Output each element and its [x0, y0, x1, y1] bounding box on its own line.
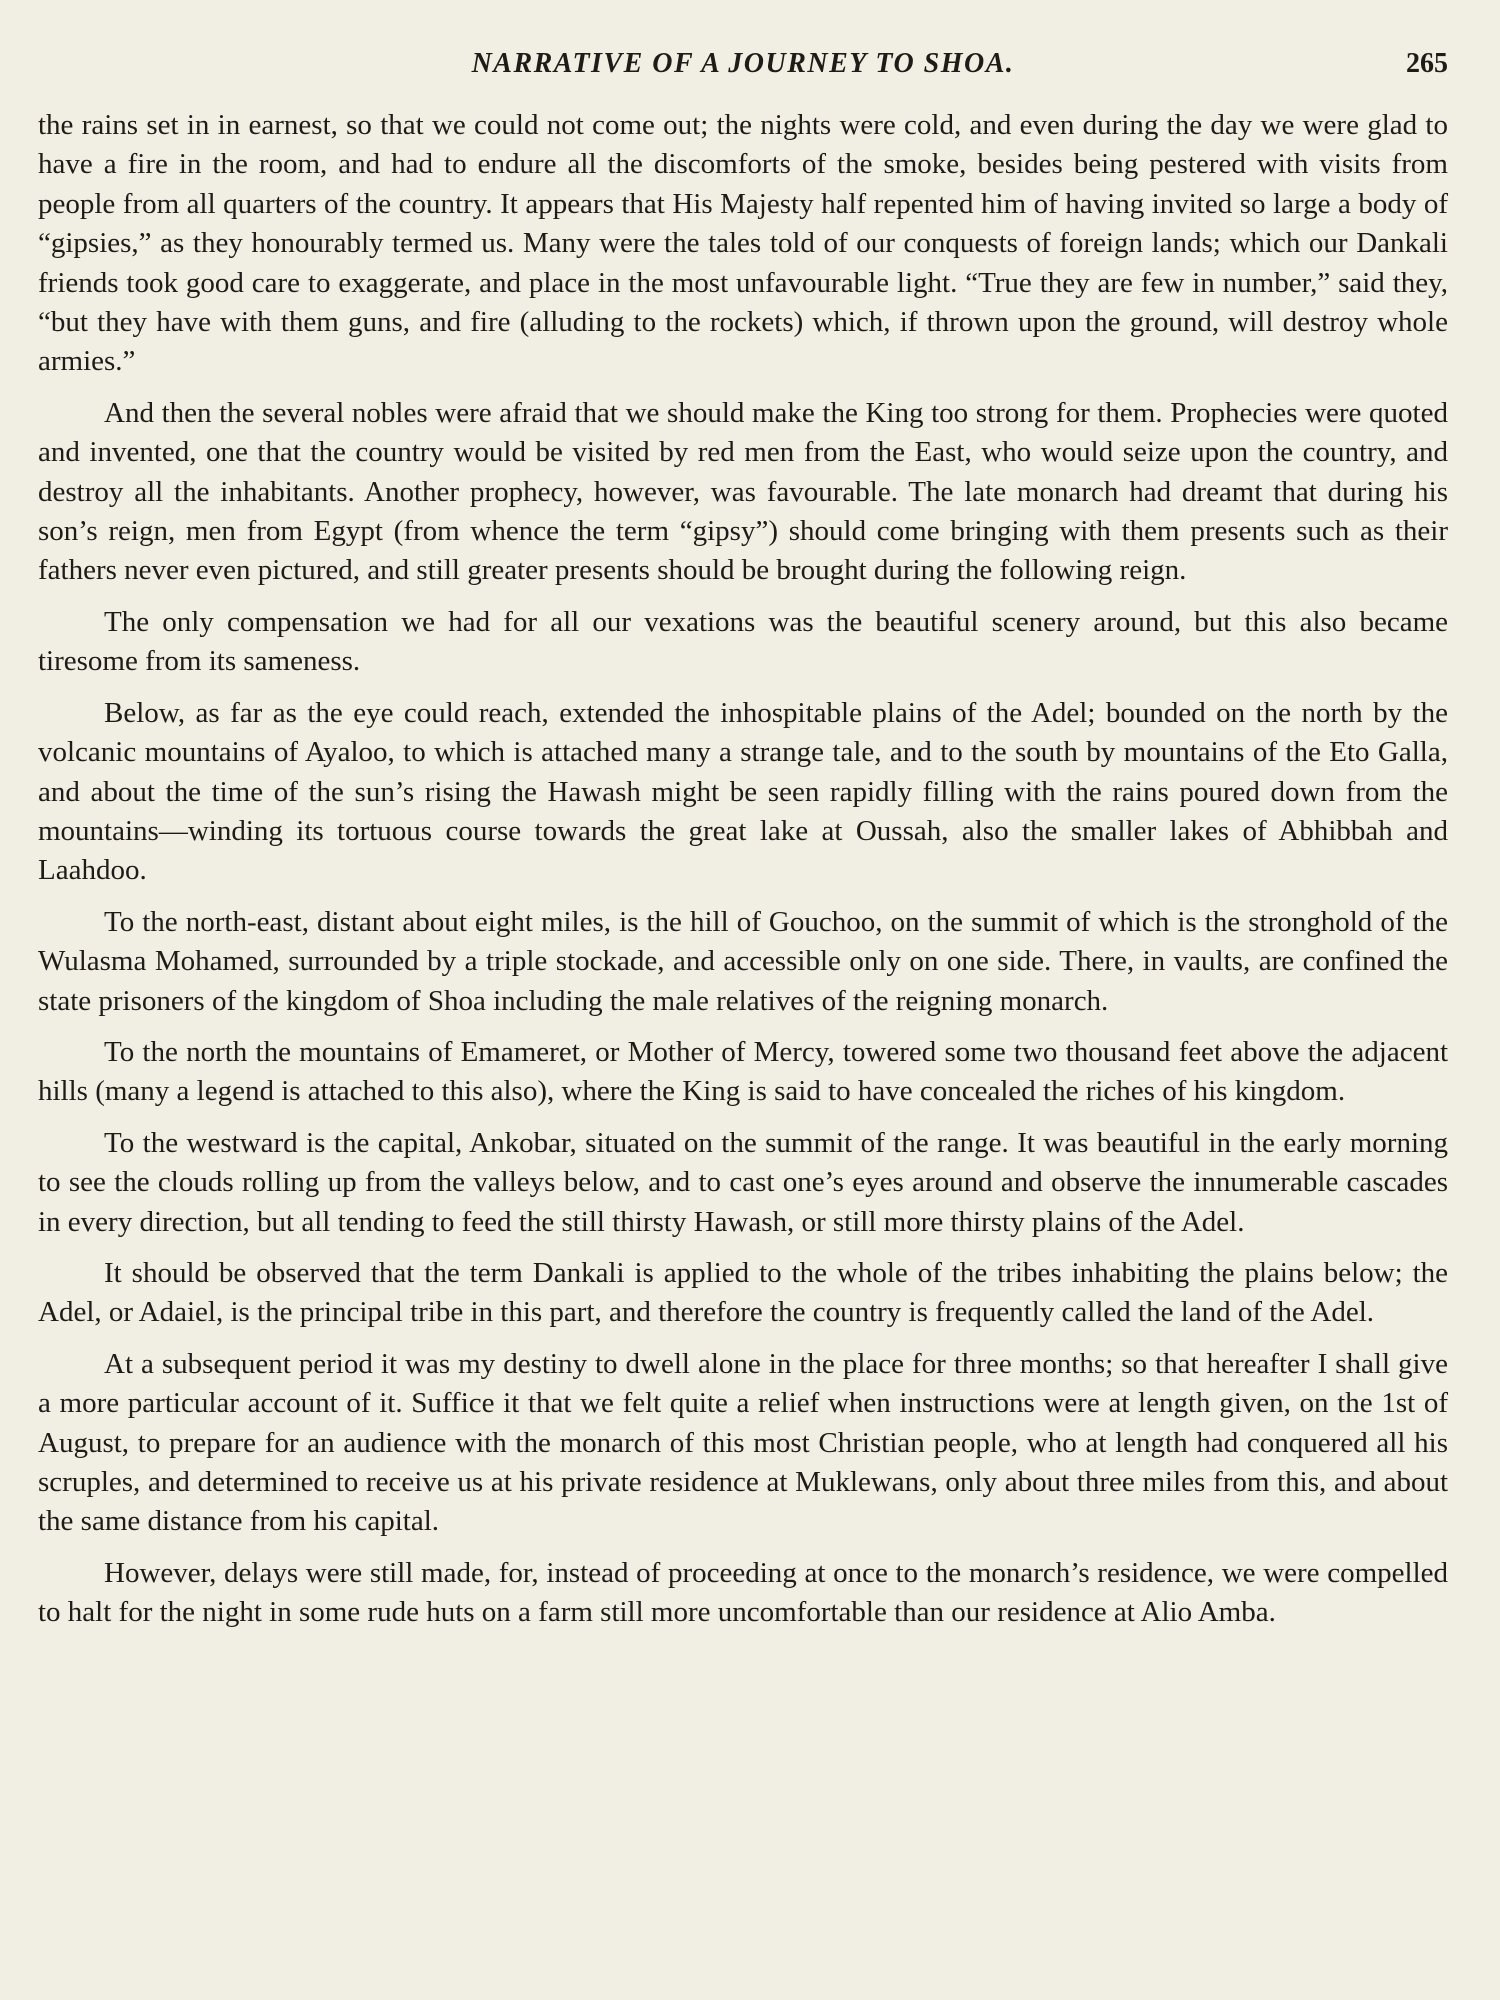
paragraph-6: To the north the mountains of Emameret, or Mother of Mercy, towered some two thousand feet above the adjacent hills (many a legend is attached to this also), where the King is said to have concealed the riches of his kingdom. [38, 1035, 1448, 1108]
paragraph-10: However, delays were still made, for, instead of proceeding at once to the monarch’s residence, we were compelled to halt for the night in some rude huts on a farm still more uncomfortable than our residence at Alio Amba. [38, 1556, 1448, 1629]
paragraph-4: Below, as far as the eye could reach, extended the inhospitable plains of the Adel; bounded on the north by the volcanic mountains of Ayaloo, to which is attached many a strange tale, and to the south by mountains of the Eto Galla, and about the time of the sun’s rising the Hawash might be seen rapidly filling with the rains poured down from the mountains—winding its tortuous course towards the great lake at Oussah, also the smaller lakes of Abhibbah and Laahdoo. [38, 696, 1448, 887]
paragraph-9: At a subsequent period it was my destiny to dwell alone in the place for three months; so that hereafter I shall give a more particular account of it. Suffice it that we felt quite a relief when instructions were at length given, on the 1st of August, to prepare for an audience with the monarch of this most Christian people, who at length had conquered all his scruples, and determined to receive us at his private residence at Muklewans, only about three miles from this, and about the same distance from his capital. [38, 1347, 1448, 1538]
paragraph-8: It should be observed that the term Dankali is applied to the whole of the tribes inhabiting the plains below; the Adel, or Adaiel, is the principal tribe in this part, and therefore the country is frequently called the land of the Adel. [38, 1256, 1448, 1329]
running-title: NARRATIVE OF A JOURNEY TO SHOA. [471, 48, 1015, 79]
page-number: 265 [1406, 48, 1448, 79]
paragraph-3: The only compensation we had for all our vexations was the beautiful scenery around, but this also became tiresome from its sameness. [38, 605, 1448, 678]
paragraph-5: To the north-east, distant about eight miles, is the hill of Gouchoo, on the summit of which is the stronghold of the Wulasma Mohamed, surrounded by a triple stockade, and accessible only on one side. There, in vaults, are confined the state prisoners of the kingdom of Shoa including the male relatives of the reigning monarch. [38, 905, 1448, 1017]
paragraph-7: To the westward is the capital, Ankobar, situated on the summit of the range. It was beautiful in the early morning to see the clouds rolling up from the valleys below, and to cast one’s eyes around and observe the innumerable cascades in every direction, but all tending to feed the still thirsty Hawash, or still more thirsty plains of the Adel. [38, 1126, 1448, 1238]
running-header [38, 48, 1448, 88]
paragraph-2: And then the several nobles were afraid that we should make the King too strong for them. Prophecies were quoted and invented, one that the country would be visited by red men from the East, who would seize upon the country, and destroy all the inhabitants. Another prophecy, however, was favourable. The late monarch had dreamt that during his son’s reign, men from Egypt (from whence the term “gipsy”) should come bringing with them presents such as their fathers never even pictured, and still greater presents should be brought during the following reign. [38, 396, 1448, 587]
body-text [38, 106, 1448, 1633]
paragraph-1: the rains set in in earnest, so that we could not come out; the nights were cold, and even during the day we were glad to have a fire in the room, and had to endure all the discomforts of the smoke, besides being pestered with visits from people from all quarters of the country. It appears that His Majesty half repented him of having invited so large a body of “gipsies,” as they honourably termed us. Many were the tales told of our conquests of foreign lands; which our Dankali friends took good care to exaggerate, and place in the most unfavourable light. “True they are few in number,” said they, “but they have with them guns, and fire (alluding to the rockets) which, if thrown upon the ground, will destroy whole armies.” [38, 109, 1448, 378]
